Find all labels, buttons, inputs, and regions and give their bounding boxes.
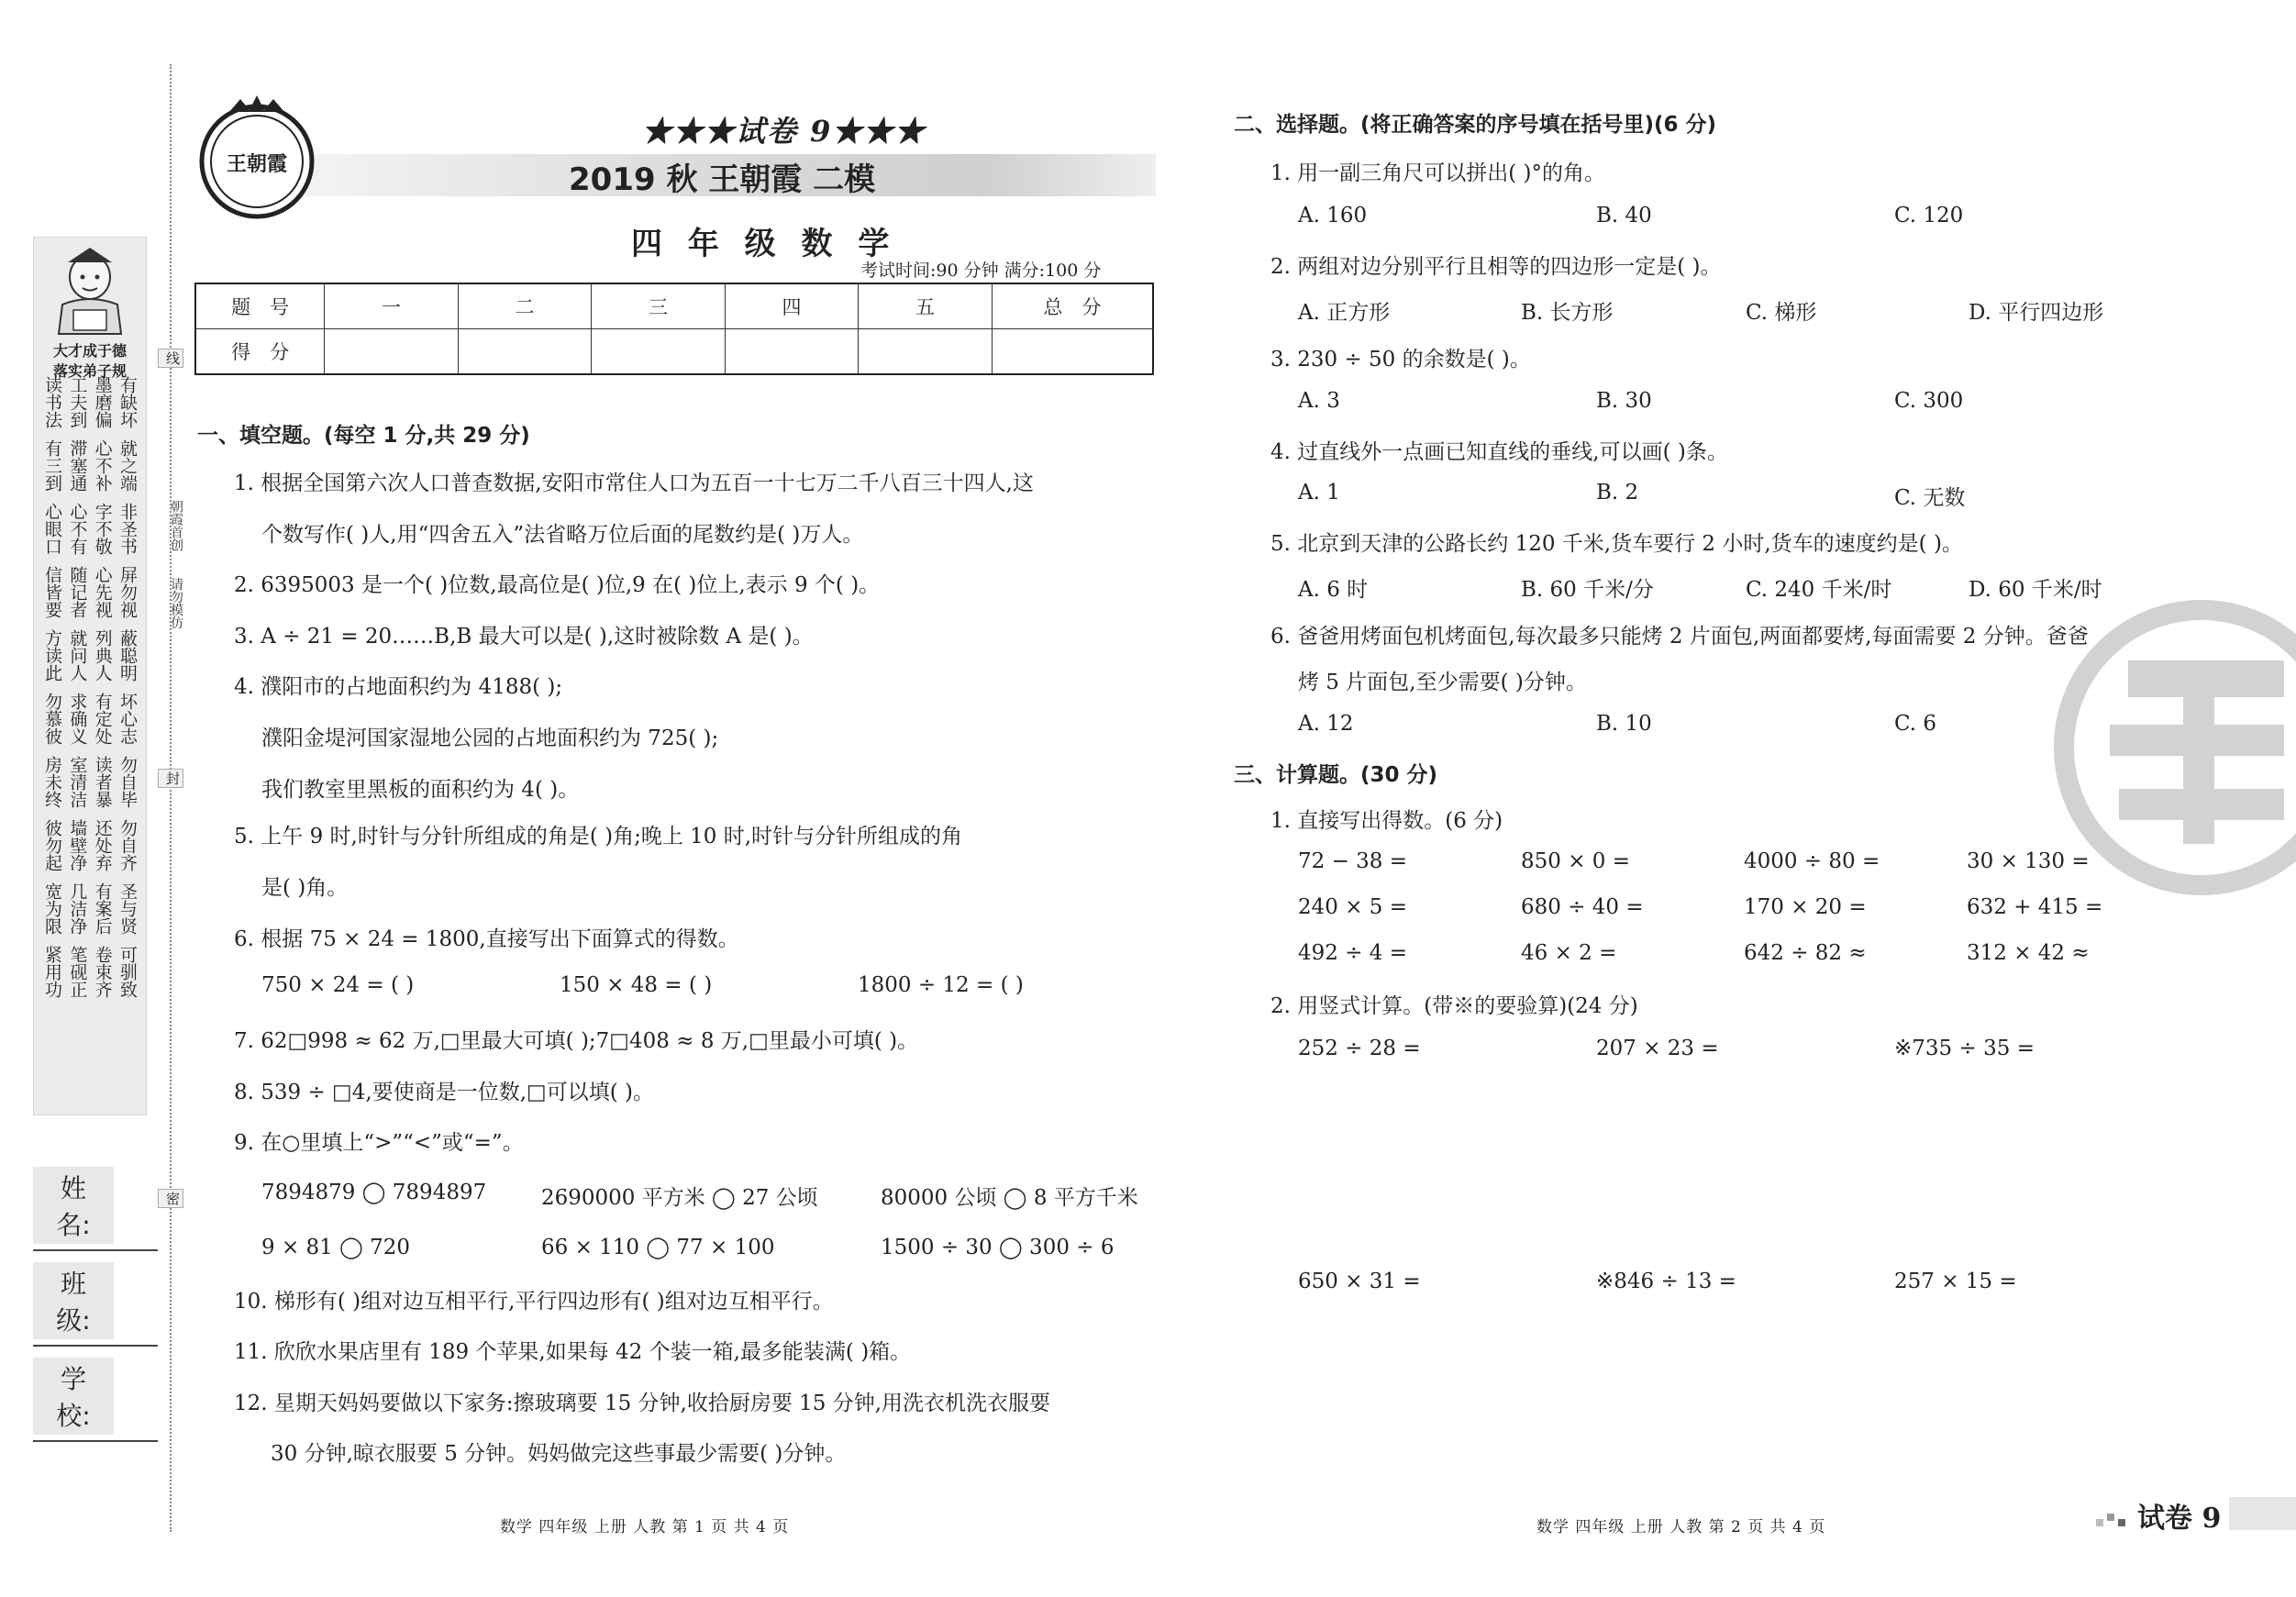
verse-group [42, 629, 138, 682]
score-header-cell: 四 [725, 283, 858, 329]
vcalc-5: ※846 ÷ 13 = [1596, 1270, 1736, 1293]
score-entry-cell[interactable] [725, 329, 858, 375]
fold-notes [156, 500, 183, 629]
oral-calc-item: 240 × 5 = [1298, 895, 1408, 919]
exam-title: 2019 秋 王朝霞 二模 [569, 161, 876, 198]
verse-column: 笔砚正 [67, 946, 88, 998]
score-header-cell: 五 [859, 283, 992, 329]
verse-column: 心不有 [67, 503, 88, 555]
section2-title: 二、选择题。(将正确答案的序号填在括号里)(6 分) [1234, 113, 1717, 137]
verse-column: 列典人 [92, 629, 113, 682]
q2-2-d: D. 平行四边形 [1969, 301, 2104, 325]
q2-1-b: B. 40 [1596, 204, 1652, 227]
verse-column: 有案后 [92, 882, 113, 935]
section1-title: 一、填空题。(每空 1 分,共 29 分) [197, 424, 530, 448]
q2-4-a: A. 1 [1298, 481, 1340, 505]
verse-column: 勿慕彼 [42, 693, 62, 745]
vcalc-4: 650 × 31 = [1298, 1270, 1421, 1293]
q1-9: 9. 在○里填上“>”“<”或“=”。 [234, 1131, 524, 1155]
q1-10: 10. 梯形有( )组对边互相平行,平行四边形有( )组对边互相平行。 [234, 1290, 834, 1314]
q2-1-c: C. 120 [1894, 204, 1964, 227]
score-label-cell: 得 分 [195, 329, 325, 375]
oral-calc-item: 312 × 42 ≈ [1967, 941, 2090, 965]
q1-3: 3. A ÷ 21 = 20……B,B 最大可以是( ),这时被除数 A 是( )。 [234, 625, 814, 649]
q2-5-c: C. 240 千米/时 [1746, 578, 1892, 602]
q1-9-f: 1500 ÷ 30 ◯ 300 ÷ 6 [881, 1236, 1115, 1259]
footer-left: 数学 四年级 上册 人教 第 1 页 共 4 页 [500, 1518, 790, 1536]
q2-3-b: B. 30 [1596, 389, 1652, 413]
verse-column: 紧用功 [42, 946, 62, 998]
oral-calc-item: 850 × 0 = [1521, 849, 1631, 873]
score-header-cell: 题 号 [195, 283, 325, 329]
verse-column: 非圣书 [116, 503, 138, 555]
student-info-fields [33, 1167, 161, 1453]
q1-5b: 是( )角。 [261, 876, 349, 900]
oral-calc-item: 642 ÷ 82 ≈ [1744, 941, 1867, 965]
verse-column: 坏心志 [116, 693, 138, 745]
oral-calc-item: 72 − 38 = [1298, 849, 1408, 873]
verse-group [42, 756, 138, 808]
score-table [194, 283, 1154, 375]
corner-paper-tag: 试卷 9 [2137, 1503, 2222, 1535]
verse-column: 墙壁净 [67, 819, 88, 871]
score-header-row [195, 283, 1153, 329]
wangzhaoxia-logo-icon [193, 92, 321, 220]
q1-9-c: 80000 公顷 ◯ 8 平方千米 [881, 1186, 1138, 1210]
verse-column: 求确义 [67, 693, 88, 745]
vcalc-6: 257 × 15 = [1894, 1270, 2017, 1293]
q1-6: 6. 根据 75 × 24 = 1800,直接写出下面算式的得数。 [234, 927, 739, 951]
verse-column: 读者暴 [92, 756, 113, 808]
verse-group [42, 882, 138, 935]
seal-fold-line [170, 64, 172, 1532]
verse-column: 就之端 [116, 439, 138, 492]
q1-9-a: 7894879 ◯ 7894897 [261, 1181, 487, 1204]
vcalc-1: 252 ÷ 28 = [1298, 1037, 1421, 1060]
q2-4-c: C. 无数 [1894, 486, 1966, 510]
class-label: 班 级: [33, 1262, 114, 1339]
q2-1-a: A. 160 [1298, 204, 1368, 227]
q1-8: 8. 539 ÷ □4,要使商是一位数,□可以填( )。 [234, 1081, 655, 1104]
svg-text:王朝霞: 王朝霞 [226, 152, 288, 176]
motto-line: 落实弟子规 [52, 362, 127, 380]
q2-3-a: A. 3 [1298, 389, 1340, 413]
class-field[interactable] [33, 1262, 161, 1358]
q1-9-b: 2690000 平方米 ◯ 27 公顷 [541, 1186, 818, 1210]
school-field[interactable] [33, 1358, 161, 1453]
q2-5-d: D. 60 千米/时 [1969, 578, 2102, 602]
verse-column: 圣与贤 [116, 882, 138, 935]
vcalc-2: 207 × 23 = [1596, 1037, 1719, 1060]
oral-calc-item: 680 ÷ 40 = [1521, 895, 1644, 919]
scholar-mascot-icon [37, 240, 143, 341]
q2-2-a: A. 正方形 [1298, 301, 1391, 325]
vcalc-3: ※735 ÷ 35 = [1894, 1037, 2035, 1060]
q1-7: 7. 62□998 ≈ 62 万,□里最大可填( );7□408 ≈ 8 万,□里最小可填( )。 [234, 1029, 919, 1053]
verse-column: 卷束齐 [92, 946, 113, 998]
corner-dots-icon [2096, 1506, 2133, 1528]
q1-4c: 我们教室里黑板的面积约为 4( )。 [261, 778, 580, 802]
verse-group [42, 693, 138, 745]
verse-group [42, 503, 138, 555]
q2-6a: 6. 爸爸用烤面包机烤面包,每次最多只能烤 2 片面包,两面都要烤,每面需要 2 分钟。爸爸 [1270, 625, 2089, 649]
oral-calc-item: 30 × 130 = [1967, 849, 2090, 873]
score-header-cell: 三 [592, 283, 725, 329]
verse-column: 勿自齐 [116, 819, 138, 871]
q2-5-a: A. 6 时 [1298, 578, 1369, 602]
exam-meta: 考试时间:90 分钟 满分:100 分 [860, 261, 1102, 281]
q2-4-b: B. 2 [1596, 481, 1639, 505]
verse-column: 就问人 [67, 629, 88, 682]
fold-note: 请勿模仿 [169, 577, 183, 629]
q2-3: 3. 230 ÷ 50 的余数是( )。 [1270, 348, 1531, 372]
verse-column: 随记者 [67, 566, 88, 618]
name-label: 姓 名: [33, 1167, 114, 1244]
fold-note: 朝霞首创 [169, 500, 183, 551]
q1-2: 2. 6395003 是一个( )位数,最高位是( )位,9 在( )位上,表示 9 个( )。 [234, 573, 881, 597]
verse-column: 工夫到 [67, 376, 88, 428]
verse-column: 方读此 [42, 629, 62, 682]
verse-column: 滞塞通 [67, 439, 88, 492]
q2-3-c: C. 300 [1894, 389, 1964, 413]
score-entry-cell[interactable] [992, 329, 1153, 375]
q1-11: 11. 欣欣水果店里有 189 个苹果,如果每 42 个装一箱,最多能装满( )箱。 [234, 1340, 912, 1364]
q1-6-a: 750 × 24 = ( ) [261, 973, 415, 997]
verse-column: 宽为限 [42, 882, 62, 935]
verse-column: 墨磨偏 [92, 376, 113, 428]
score-entry-cell[interactable] [592, 329, 725, 375]
corner-bar [2229, 1497, 2296, 1530]
verse-group [42, 819, 138, 871]
q3-1: 1. 直接写出得数。(6 分) [1270, 809, 1503, 833]
verse-column: 蔽聪明 [116, 629, 138, 682]
verse-column: 有缺坏 [116, 376, 138, 428]
verse-column: 字不敬 [92, 503, 113, 555]
verse-column: 可驯致 [116, 946, 138, 998]
verse-column: 彼勿起 [42, 819, 62, 871]
score-header-cell: 二 [458, 283, 591, 329]
q1-1b: 个数写作( )人,用“四舍五入”法省略万位后面的尾数约是( )万人。 [261, 523, 864, 547]
subject-title: 四 年 级 数 学 [631, 226, 897, 262]
q2-6-b: B. 10 [1596, 712, 1652, 736]
verse-column: 读书法 [42, 376, 62, 428]
q1-9-d: 9 × 81 ◯ 720 [261, 1236, 411, 1259]
oral-calc-item: 632 + 415 = [1967, 895, 2103, 919]
q1-5a: 5. 上午 9 时,时针与分针所组成的角是( )角;晚上 10 时,时针与分针所组成的角 [234, 825, 963, 848]
verse-group [42, 439, 138, 492]
verse-column: 室清洁 [67, 756, 88, 808]
verse-column: 有定处 [92, 693, 113, 745]
secret-seal-watermark-icon [2027, 596, 2296, 899]
q1-12b: 30 分钟,晾衣服要 5 分钟。妈妈做完这些事最少需要( )分钟。 [271, 1442, 847, 1466]
section3-title: 三、计算题。(30 分) [1234, 763, 1438, 787]
q2-5-b: B. 60 千米/分 [1521, 578, 1654, 602]
paper-number: ★★★试卷 9★★★ [642, 114, 926, 149]
q2-6-a: A. 12 [1298, 712, 1354, 736]
verse-column: 心眼口 [42, 503, 62, 555]
footer-right: 数学 四年级 上册 人教 第 2 页 共 4 页 [1536, 1518, 1826, 1536]
q2-6b: 烤 5 片面包,至少需要( )分钟。 [1298, 671, 1587, 694]
oral-calc-item: 170 × 20 = [1744, 895, 1867, 919]
q1-6-b: 150 × 48 = ( ) [560, 973, 713, 997]
score-value-row [195, 329, 1153, 375]
verse-column: 房未终 [42, 756, 62, 808]
fold-label-seal: 封 [158, 769, 183, 788]
school-label: 学 校: [33, 1358, 114, 1435]
oral-calc-item: 46 × 2 = [1521, 941, 1617, 965]
q1-4a: 4. 濮阳市的占地面积约为 4188( ); [234, 675, 563, 699]
fold-label-line: 线 [158, 349, 183, 368]
q3-2: 2. 用竖式计算。(带※的要验算)(24 分) [1270, 994, 1638, 1018]
oral-calc-item: 4000 ÷ 80 = [1744, 849, 1880, 873]
verse-group [42, 376, 138, 428]
score-entry-cell[interactable] [458, 329, 591, 375]
q1-6-c: 1800 ÷ 12 = ( ) [858, 973, 1024, 997]
score-header-cell: 一 [325, 283, 458, 329]
q1-1a: 1. 根据全国第六次人口普查数据,安阳市常住人口为五百一十七万二千八百三十四人,这 [234, 471, 1034, 495]
q2-1: 1. 用一副三角尺可以拼出( )°的角。 [1270, 161, 1606, 185]
q2-2-c: C. 梯形 [1746, 301, 1817, 325]
verse-column: 有三到 [42, 439, 62, 492]
q2-6-c: C. 6 [1894, 712, 1937, 736]
q2-2-b: B. 长方形 [1521, 301, 1614, 325]
score-entry-cell[interactable] [325, 329, 458, 375]
verse-column: 屏勿视 [116, 566, 138, 618]
dizigui-verses [42, 376, 138, 1009]
verse-column: 几洁净 [67, 882, 88, 935]
q1-4b: 濮阳金堤河国家湿地公园的占地面积约为 725( ); [261, 726, 719, 750]
name-line[interactable] [33, 1249, 158, 1251]
verse-column: 信皆要 [42, 566, 62, 618]
class-line[interactable] [33, 1345, 158, 1347]
fold-label-secret: 密 [158, 1189, 183, 1208]
school-line[interactable] [33, 1440, 158, 1442]
verse-column: 心不补 [92, 439, 113, 492]
q2-4: 4. 过直线外一点画已知直线的垂线,可以画( )条。 [1270, 440, 1728, 464]
oral-calc-item: 492 ÷ 4 = [1298, 941, 1408, 965]
verse-column: 勿自毕 [116, 756, 138, 808]
score-entry-cell[interactable] [859, 329, 992, 375]
q1-12a: 12. 星期天妈妈要做以下家务:擦玻璃要 15 分钟,收拾厨房要 15 分钟,用洗衣机洗衣服要 [234, 1392, 1051, 1415]
q2-5: 5. 北京到天津的公路长约 120 千米,货车要行 2 小时,货车的速度约是( )。 [1270, 532, 1963, 556]
q2-2: 2. 两组对边分别平行且相等的四边形一定是( )。 [1270, 255, 1722, 279]
name-field[interactable] [33, 1167, 161, 1262]
verse-group [42, 946, 138, 998]
score-header-cell: 总 分 [992, 283, 1153, 329]
verse-group [42, 566, 138, 618]
motto-line: 大才成于德 [52, 342, 127, 360]
verse-column: 还处弃 [92, 819, 113, 871]
q1-9-e: 66 × 110 ◯ 77 × 100 [541, 1236, 775, 1259]
verse-column: 心先视 [92, 566, 113, 618]
